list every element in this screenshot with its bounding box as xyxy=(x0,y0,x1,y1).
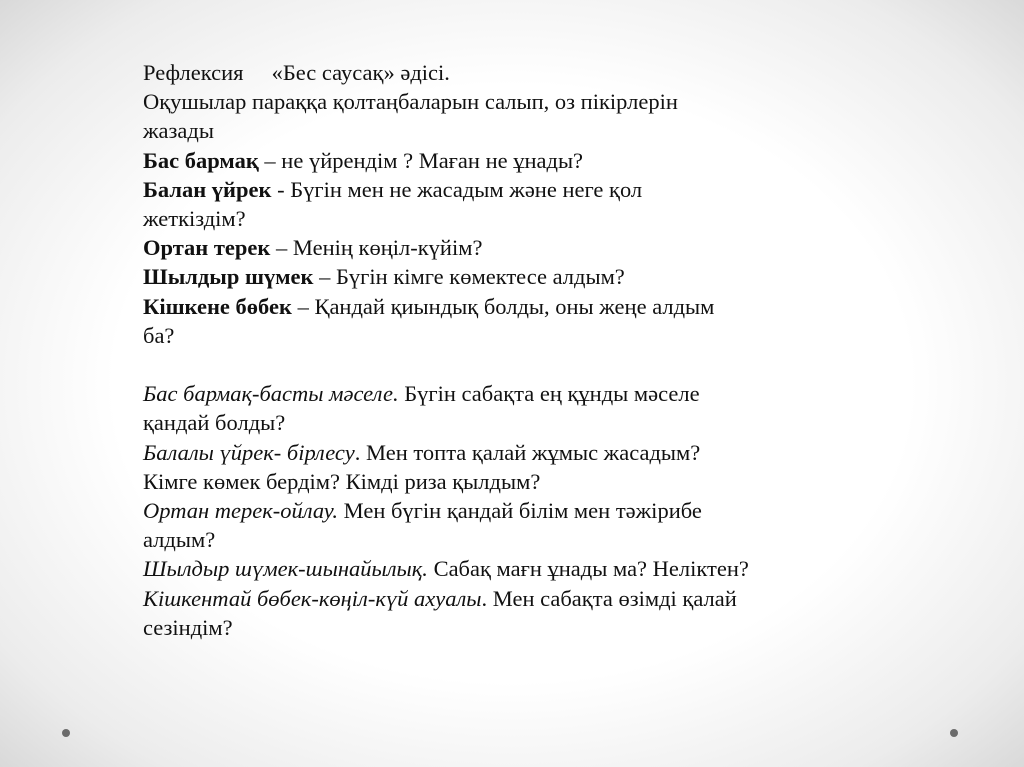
detail-question: алдым? xyxy=(143,527,216,553)
finger-question: ба? xyxy=(143,322,175,348)
detail-topic: Балалы үйрек- бірлесу xyxy=(143,439,355,465)
detail-question: сезіндім? xyxy=(143,614,233,640)
finger-name: Шылдыр шүмек xyxy=(143,264,314,290)
finger-question: – Қандай қиындық болды, оны жеңе алдым xyxy=(291,293,715,319)
intro-line: Оқушылар параққа қолтаңбаларын салып, оз пікірлерін xyxy=(143,89,678,115)
detail-topic: Кішкентай бөбек-көңіл-күй ахуалы xyxy=(143,585,482,611)
finger-item xyxy=(143,292,903,321)
detail-item xyxy=(143,496,903,525)
finger-question: жеткіздім? xyxy=(143,206,246,232)
corner-dot-right xyxy=(950,729,958,737)
detail-item xyxy=(143,613,903,642)
finger-question: – Бүгін кімге көмектесе алдым? xyxy=(313,264,625,290)
detail-item xyxy=(143,467,903,496)
detail-topic: Ортан терек-ойлау. xyxy=(143,498,338,524)
title-reflection: Рефлексия xyxy=(143,60,244,85)
detail-question: . Мен сабақта өзімді қалай xyxy=(481,585,737,611)
detail-topic: Бас бармақ-басты мәселе. xyxy=(143,381,399,407)
detail-item xyxy=(143,584,903,613)
detail-question: . Мен топта қалай жұмыс жасадым? xyxy=(354,439,701,465)
finger-question: – не үйрендім ? Маған не ұнады? xyxy=(258,147,584,173)
corner-dot-left xyxy=(62,729,70,737)
detail-question: Мен бүгін қандай білім мен тәжірибе xyxy=(338,498,702,524)
finger-item xyxy=(143,321,903,350)
detail-question: Бүгін сабақта ең құнды мәселе xyxy=(398,381,700,407)
finger-item xyxy=(143,233,903,262)
finger-item xyxy=(143,175,903,204)
detail-item xyxy=(143,438,903,467)
detail-question: Сабақ мағн ұнады ма? Неліктен? xyxy=(427,556,749,582)
slide-body xyxy=(143,58,903,642)
finger-name: Кішкене бөбек xyxy=(143,293,292,319)
finger-name: Бас бармақ xyxy=(143,147,259,173)
finger-item xyxy=(143,204,903,233)
detail-item xyxy=(143,408,903,437)
spacer xyxy=(143,350,903,379)
detail-topic: Шылдыр шүмек-шынайылық. xyxy=(143,556,428,582)
finger-question: – Менің көңіл-күйім? xyxy=(270,235,483,261)
detail-item xyxy=(143,525,903,554)
detail-question: қандай болды? xyxy=(143,410,286,436)
finger-name: Балан үйрек xyxy=(143,176,272,202)
finger-item xyxy=(143,262,903,291)
detail-item xyxy=(143,379,903,408)
finger-name: Ортан терек xyxy=(143,235,271,261)
slide-title xyxy=(143,58,903,87)
finger-item xyxy=(143,146,903,175)
detail-question: Кімге көмек бердім? Кімді риза қылдым? xyxy=(143,468,541,494)
finger-question: - Бүгін мен не жасадым және неге қол xyxy=(271,176,643,202)
title-method: «Бес саусақ» әдісі. xyxy=(271,60,450,85)
detail-item xyxy=(143,554,903,583)
intro-line: жазады xyxy=(143,118,214,144)
